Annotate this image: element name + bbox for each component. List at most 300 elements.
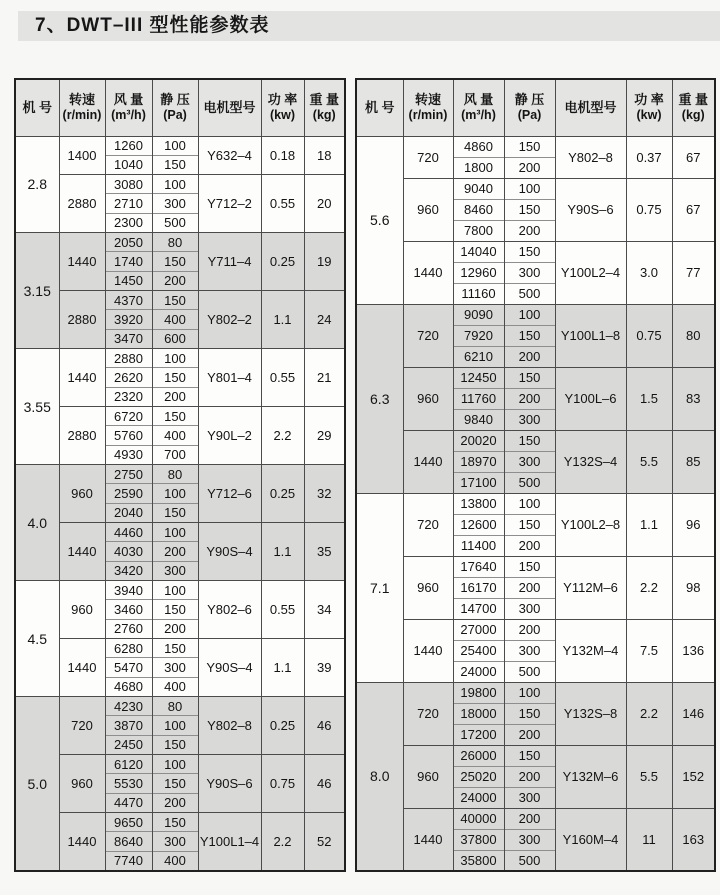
cell-air-volume: 5530 <box>105 774 152 793</box>
cell-static-pressure: 300 <box>504 829 555 850</box>
cell-motor-model: Y712–6 <box>198 465 261 523</box>
header-row <box>356 79 715 136</box>
cell-weight: 32 <box>304 465 345 523</box>
table-row <box>15 465 345 484</box>
cell-static-pressure: 150 <box>504 556 555 577</box>
cell-motor-model: Y711–4 <box>198 233 261 291</box>
cell-static-pressure: 150 <box>152 407 198 426</box>
cell-power: 0.75 <box>626 304 672 367</box>
column-header-4: 电机型号 <box>198 79 261 136</box>
cell-air-volume: 4460 <box>105 523 152 542</box>
cell-static-pressure: 200 <box>504 346 555 367</box>
cell-air-volume: 2760 <box>105 619 152 638</box>
cell-motor-model: Y90L–2 <box>198 407 261 465</box>
section-title-strip <box>18 11 720 41</box>
table-row <box>15 136 345 155</box>
cell-speed: 960 <box>403 367 453 430</box>
cell-air-volume: 16170 <box>453 577 504 598</box>
cell-power: 2.2 <box>261 812 304 871</box>
cell-static-pressure: 200 <box>504 157 555 178</box>
cell-static-pressure: 150 <box>504 367 555 388</box>
cell-motor-model: Y132S–4 <box>555 430 626 493</box>
cell-speed: 960 <box>403 745 453 808</box>
table-row <box>356 304 715 325</box>
cell-air-volume: 3470 <box>105 329 152 348</box>
cell-air-volume: 20020 <box>453 430 504 451</box>
cell-air-volume: 1740 <box>105 252 152 271</box>
cell-static-pressure: 200 <box>504 577 555 598</box>
cell-air-volume: 4860 <box>453 136 504 157</box>
cell-air-volume: 6120 <box>105 755 152 774</box>
cell-air-volume: 2450 <box>105 735 152 754</box>
cell-motor-model: Y100L–6 <box>555 367 626 430</box>
cell-air-volume: 12450 <box>453 367 504 388</box>
table-row <box>15 755 345 774</box>
cell-machine-size: 2.8 <box>15 136 59 233</box>
cell-static-pressure: 300 <box>504 640 555 661</box>
table-row <box>15 233 345 252</box>
cell-weight: 46 <box>304 697 345 755</box>
cell-air-volume: 17640 <box>453 556 504 577</box>
cell-motor-model: Y802–2 <box>198 291 261 349</box>
column-header-3: 静 压 (Pa) <box>152 79 198 136</box>
cell-power: 3.0 <box>626 241 672 304</box>
cell-motor-model: Y132M–4 <box>555 619 626 682</box>
cell-speed: 960 <box>403 556 453 619</box>
cell-air-volume: 2040 <box>105 503 152 522</box>
cell-speed: 720 <box>403 304 453 367</box>
cell-air-volume: 17200 <box>453 724 504 745</box>
column-header-1: 转速 (r/min) <box>403 79 453 136</box>
cell-power: 5.5 <box>626 430 672 493</box>
cell-motor-model: Y160M–4 <box>555 808 626 871</box>
cell-motor-model: Y100L1–4 <box>198 812 261 871</box>
cell-static-pressure: 150 <box>152 291 198 310</box>
cell-static-pressure: 100 <box>152 716 198 735</box>
table-row <box>356 682 715 703</box>
cell-air-volume: 9840 <box>453 409 504 430</box>
cell-weight: 46 <box>304 755 345 813</box>
cell-weight: 77 <box>672 241 715 304</box>
cell-static-pressure: 100 <box>504 178 555 199</box>
cell-weight: 35 <box>304 523 345 581</box>
column-header-4: 电机型号 <box>555 79 626 136</box>
cell-speed: 960 <box>59 755 105 813</box>
cell-static-pressure: 400 <box>152 851 198 871</box>
cell-air-volume: 1800 <box>453 157 504 178</box>
cell-air-volume: 1260 <box>105 136 152 155</box>
cell-power: 0.75 <box>626 178 672 241</box>
cell-static-pressure: 200 <box>152 793 198 812</box>
cell-speed: 2880 <box>59 407 105 465</box>
cell-static-pressure: 100 <box>152 349 198 368</box>
cell-static-pressure: 300 <box>152 832 198 851</box>
cell-motor-model: Y802–6 <box>198 581 261 639</box>
column-header-2: 风 量 (m³/h) <box>105 79 152 136</box>
cell-weight: 152 <box>672 745 715 808</box>
cell-power: 1.1 <box>261 291 304 349</box>
cell-power: 0.75 <box>261 755 304 813</box>
cell-speed: 960 <box>403 178 453 241</box>
cell-static-pressure: 200 <box>152 271 198 290</box>
cell-air-volume: 2620 <box>105 368 152 387</box>
cell-air-volume: 5760 <box>105 426 152 445</box>
cell-power: 0.25 <box>261 465 304 523</box>
cell-air-volume: 7920 <box>453 325 504 346</box>
performance-table-left <box>14 78 346 872</box>
cell-motor-model: Y100L1–8 <box>555 304 626 367</box>
cell-air-volume: 3870 <box>105 716 152 735</box>
cell-air-volume: 1040 <box>105 155 152 174</box>
tables-container <box>14 78 711 872</box>
cell-power: 5.5 <box>626 745 672 808</box>
cell-weight: 163 <box>672 808 715 871</box>
cell-machine-size: 4.5 <box>15 581 59 697</box>
cell-weight: 80 <box>672 304 715 367</box>
cell-air-volume: 35800 <box>453 850 504 871</box>
cell-air-volume: 2050 <box>105 233 152 252</box>
table-row <box>356 241 715 262</box>
cell-weight: 52 <box>304 812 345 871</box>
cell-static-pressure: 500 <box>504 850 555 871</box>
cell-static-pressure: 200 <box>504 724 555 745</box>
cell-air-volume: 2710 <box>105 194 152 213</box>
cell-speed: 720 <box>403 493 453 556</box>
cell-static-pressure: 500 <box>504 283 555 304</box>
cell-static-pressure: 150 <box>504 136 555 157</box>
cell-air-volume: 17100 <box>453 472 504 493</box>
table-row <box>15 523 345 542</box>
cell-machine-size: 4.0 <box>15 465 59 581</box>
cell-power: 0.25 <box>261 233 304 291</box>
cell-static-pressure: 100 <box>152 755 198 774</box>
cell-air-volume: 9090 <box>453 304 504 325</box>
cell-air-volume: 25020 <box>453 766 504 787</box>
performance-table-right <box>355 78 716 872</box>
cell-static-pressure: 100 <box>152 175 198 194</box>
cell-motor-model: Y90S–4 <box>198 523 261 581</box>
cell-air-volume: 7740 <box>105 851 152 871</box>
cell-static-pressure: 150 <box>152 155 198 174</box>
cell-weight: 67 <box>672 136 715 178</box>
cell-speed: 2880 <box>59 175 105 233</box>
cell-air-volume: 4470 <box>105 793 152 812</box>
cell-air-volume: 2750 <box>105 465 152 484</box>
cell-air-volume: 2320 <box>105 387 152 406</box>
cell-static-pressure: 300 <box>504 262 555 283</box>
cell-power: 0.55 <box>261 581 304 639</box>
cell-static-pressure: 80 <box>152 465 198 484</box>
cell-air-volume: 9650 <box>105 812 152 831</box>
cell-weight: 98 <box>672 556 715 619</box>
cell-air-volume: 13800 <box>453 493 504 514</box>
table-row <box>356 430 715 451</box>
cell-static-pressure: 150 <box>152 252 198 271</box>
cell-air-volume: 6720 <box>105 407 152 426</box>
table-row <box>356 745 715 766</box>
cell-power: 2.2 <box>626 556 672 619</box>
cell-power: 0.18 <box>261 136 304 175</box>
table-row <box>15 291 345 310</box>
cell-air-volume: 12600 <box>453 514 504 535</box>
cell-static-pressure: 200 <box>504 766 555 787</box>
cell-power: 1.1 <box>261 523 304 581</box>
cell-machine-size: 7.1 <box>356 493 403 682</box>
cell-static-pressure: 80 <box>152 697 198 716</box>
cell-static-pressure: 150 <box>504 241 555 262</box>
cell-static-pressure: 150 <box>504 745 555 766</box>
cell-machine-size: 5.6 <box>356 136 403 304</box>
cell-motor-model: Y132M–6 <box>555 745 626 808</box>
cell-static-pressure: 500 <box>152 213 198 232</box>
cell-weight: 39 <box>304 639 345 697</box>
cell-power: 0.55 <box>261 175 304 233</box>
cell-static-pressure: 150 <box>152 774 198 793</box>
cell-static-pressure: 300 <box>504 787 555 808</box>
cell-static-pressure: 200 <box>504 535 555 556</box>
table-row <box>15 581 345 600</box>
cell-speed: 720 <box>403 136 453 178</box>
cell-weight: 34 <box>304 581 345 639</box>
cell-static-pressure: 200 <box>504 220 555 241</box>
cell-motor-model: Y712–2 <box>198 175 261 233</box>
table-row <box>15 639 345 658</box>
cell-static-pressure: 150 <box>504 430 555 451</box>
cell-speed: 1440 <box>59 349 105 407</box>
cell-power: 1.1 <box>261 639 304 697</box>
cell-machine-size: 3.15 <box>15 233 59 349</box>
cell-static-pressure: 300 <box>152 658 198 677</box>
cell-speed: 1400 <box>59 136 105 175</box>
cell-weight: 18 <box>304 136 345 175</box>
cell-machine-size: 3.55 <box>15 349 59 465</box>
cell-speed: 1440 <box>59 233 105 291</box>
cell-static-pressure: 300 <box>152 561 198 580</box>
cell-air-volume: 37800 <box>453 829 504 850</box>
cell-static-pressure: 150 <box>504 703 555 724</box>
cell-air-volume: 4030 <box>105 542 152 561</box>
table-row <box>356 493 715 514</box>
cell-power: 1.5 <box>626 367 672 430</box>
table-row <box>356 136 715 157</box>
cell-machine-size: 6.3 <box>356 304 403 493</box>
cell-air-volume: 14040 <box>453 241 504 262</box>
document-page <box>0 11 720 872</box>
cell-weight: 96 <box>672 493 715 556</box>
cell-static-pressure: 150 <box>152 735 198 754</box>
cell-power: 7.5 <box>626 619 672 682</box>
cell-air-volume: 18970 <box>453 451 504 472</box>
column-header-6: 重 量 (kg) <box>672 79 715 136</box>
cell-air-volume: 3920 <box>105 310 152 329</box>
table-row <box>15 175 345 194</box>
cell-speed: 1440 <box>59 523 105 581</box>
cell-motor-model: Y90S–4 <box>198 639 261 697</box>
cell-weight: 146 <box>672 682 715 745</box>
cell-speed: 960 <box>59 465 105 523</box>
cell-static-pressure: 200 <box>152 542 198 561</box>
cell-air-volume: 5470 <box>105 658 152 677</box>
cell-power: 1.1 <box>626 493 672 556</box>
cell-air-volume: 11760 <box>453 388 504 409</box>
cell-motor-model: Y802–8 <box>198 697 261 755</box>
cell-static-pressure: 500 <box>504 661 555 682</box>
cell-air-volume: 27000 <box>453 619 504 640</box>
table-row <box>15 697 345 716</box>
cell-air-volume: 26000 <box>453 745 504 766</box>
cell-weight: 24 <box>304 291 345 349</box>
cell-weight: 83 <box>672 367 715 430</box>
cell-static-pressure: 150 <box>152 600 198 619</box>
cell-motor-model: Y132S–8 <box>555 682 626 745</box>
table-row <box>356 178 715 199</box>
cell-weight: 19 <box>304 233 345 291</box>
column-header-0: 机 号 <box>356 79 403 136</box>
cell-air-volume: 25400 <box>453 640 504 661</box>
column-header-3: 静 压 (Pa) <box>504 79 555 136</box>
cell-motor-model: Y112M–6 <box>555 556 626 619</box>
cell-speed: 720 <box>403 682 453 745</box>
cell-weight: 67 <box>672 178 715 241</box>
cell-motor-model: Y801–4 <box>198 349 261 407</box>
cell-air-volume: 4930 <box>105 445 152 464</box>
cell-power: 11 <box>626 808 672 871</box>
cell-air-volume: 9040 <box>453 178 504 199</box>
cell-air-volume: 2300 <box>105 213 152 232</box>
cell-static-pressure: 400 <box>152 310 198 329</box>
cell-air-volume: 11160 <box>453 283 504 304</box>
cell-static-pressure: 150 <box>504 514 555 535</box>
cell-air-volume: 8640 <box>105 832 152 851</box>
column-header-6: 重 量 (kg) <box>304 79 345 136</box>
cell-static-pressure: 400 <box>152 677 198 696</box>
cell-air-volume: 2880 <box>105 349 152 368</box>
cell-static-pressure: 150 <box>152 812 198 831</box>
cell-speed: 2880 <box>59 291 105 349</box>
cell-static-pressure: 100 <box>152 523 198 542</box>
cell-static-pressure: 100 <box>152 484 198 503</box>
cell-air-volume: 4230 <box>105 697 152 716</box>
cell-power: 0.37 <box>626 136 672 178</box>
cell-motor-model: Y802–8 <box>555 136 626 178</box>
cell-power: 2.2 <box>626 682 672 745</box>
cell-static-pressure: 500 <box>504 472 555 493</box>
cell-speed: 720 <box>59 697 105 755</box>
cell-static-pressure: 150 <box>152 639 198 658</box>
cell-motor-model: Y632–4 <box>198 136 261 175</box>
cell-static-pressure: 300 <box>504 598 555 619</box>
cell-static-pressure: 400 <box>152 426 198 445</box>
cell-air-volume: 24000 <box>453 787 504 808</box>
cell-motor-model: Y90S–6 <box>198 755 261 813</box>
cell-air-volume: 4370 <box>105 291 152 310</box>
column-header-5: 功 率 (kw) <box>626 79 672 136</box>
cell-static-pressure: 100 <box>504 682 555 703</box>
cell-static-pressure: 200 <box>152 387 198 406</box>
cell-air-volume: 3420 <box>105 561 152 580</box>
cell-static-pressure: 100 <box>152 581 198 600</box>
cell-static-pressure: 150 <box>152 503 198 522</box>
cell-static-pressure: 200 <box>504 808 555 829</box>
cell-air-volume: 6210 <box>453 346 504 367</box>
cell-air-volume: 4680 <box>105 677 152 696</box>
cell-static-pressure: 200 <box>504 388 555 409</box>
cell-speed: 1440 <box>403 430 453 493</box>
cell-static-pressure: 150 <box>504 325 555 346</box>
cell-static-pressure: 200 <box>504 619 555 640</box>
table-row <box>15 349 345 368</box>
cell-air-volume: 3940 <box>105 581 152 600</box>
column-header-5: 功 率 (kw) <box>261 79 304 136</box>
cell-speed: 960 <box>59 581 105 639</box>
cell-speed: 1440 <box>403 241 453 304</box>
table-row <box>356 556 715 577</box>
cell-speed: 1440 <box>59 812 105 871</box>
page-title: 7、DWT–III 型性能参数表 <box>35 15 270 36</box>
column-header-1: 转速 (r/min) <box>59 79 105 136</box>
cell-static-pressure: 100 <box>504 493 555 514</box>
table-row <box>356 808 715 829</box>
cell-air-volume: 6280 <box>105 639 152 658</box>
table-row <box>356 619 715 640</box>
cell-air-volume: 3460 <box>105 600 152 619</box>
cell-machine-size: 5.0 <box>15 697 59 871</box>
cell-air-volume: 18000 <box>453 703 504 724</box>
cell-air-volume: 11400 <box>453 535 504 556</box>
cell-power: 0.55 <box>261 349 304 407</box>
cell-weight: 85 <box>672 430 715 493</box>
cell-static-pressure: 600 <box>152 329 198 348</box>
cell-static-pressure: 150 <box>504 199 555 220</box>
cell-air-volume: 14700 <box>453 598 504 619</box>
cell-motor-model: Y100L2–8 <box>555 493 626 556</box>
cell-air-volume: 40000 <box>453 808 504 829</box>
cell-static-pressure: 100 <box>504 304 555 325</box>
cell-power: 0.25 <box>261 697 304 755</box>
cell-static-pressure: 300 <box>504 451 555 472</box>
cell-air-volume: 8460 <box>453 199 504 220</box>
table-row <box>15 407 345 426</box>
cell-static-pressure: 150 <box>152 368 198 387</box>
column-header-0: 机 号 <box>15 79 59 136</box>
cell-air-volume: 3080 <box>105 175 152 194</box>
cell-air-volume: 19800 <box>453 682 504 703</box>
cell-machine-size: 8.0 <box>356 682 403 871</box>
cell-weight: 136 <box>672 619 715 682</box>
cell-air-volume: 1450 <box>105 271 152 290</box>
cell-motor-model: Y90S–6 <box>555 178 626 241</box>
cell-static-pressure: 200 <box>152 619 198 638</box>
cell-speed: 1440 <box>403 619 453 682</box>
cell-weight: 21 <box>304 349 345 407</box>
cell-air-volume: 12960 <box>453 262 504 283</box>
table-row <box>15 812 345 831</box>
cell-weight: 20 <box>304 175 345 233</box>
cell-speed: 1440 <box>59 639 105 697</box>
table-row <box>356 367 715 388</box>
header-row <box>15 79 345 136</box>
cell-static-pressure: 80 <box>152 233 198 252</box>
cell-weight: 29 <box>304 407 345 465</box>
cell-air-volume: 2590 <box>105 484 152 503</box>
column-header-2: 风 量 (m³/h) <box>453 79 504 136</box>
cell-static-pressure: 700 <box>152 445 198 464</box>
cell-air-volume: 7800 <box>453 220 504 241</box>
cell-power: 2.2 <box>261 407 304 465</box>
cell-speed: 1440 <box>403 808 453 871</box>
cell-static-pressure: 300 <box>152 194 198 213</box>
cell-air-volume: 24000 <box>453 661 504 682</box>
